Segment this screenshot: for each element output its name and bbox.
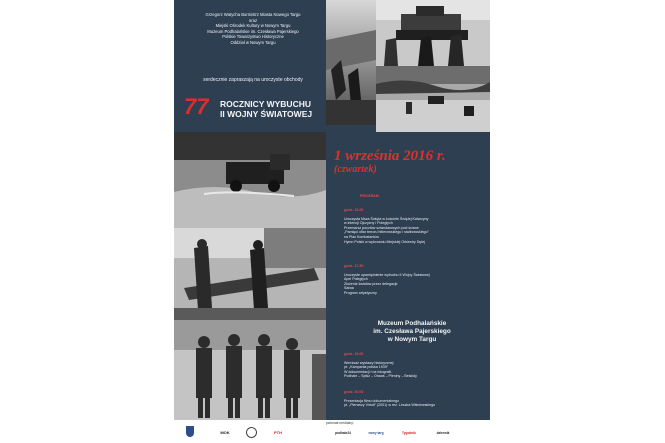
event-weekday: (czwartek) xyxy=(334,164,377,175)
event-time: godz. 20.00 xyxy=(344,390,364,394)
photo-officers xyxy=(174,320,326,420)
logo-dziennik: dziennik xyxy=(436,430,450,435)
program-block-2 xyxy=(344,264,488,296)
photo-convoy-river xyxy=(376,66,490,132)
event-line: Przemarsz pocztów sztandarowych pod ściane xyxy=(344,225,419,230)
organizers-block xyxy=(178,12,328,46)
event-time: godz. 17.30 xyxy=(344,264,364,268)
invite-text: serdecznie zapraszają na uroczyste obchody xyxy=(203,77,303,83)
museum-block-1 xyxy=(344,352,488,379)
venue-line: w Nowym Targu xyxy=(387,336,437,343)
event-date: 1 września 2016 r. xyxy=(334,148,446,164)
venue-line: Muzeum Podhalańskie xyxy=(377,320,447,327)
event-line: Apel Poległych xyxy=(344,277,368,282)
event-line: Prezentacja filmu dokumentalnego xyxy=(344,398,400,403)
event-line: Podhale – Spisz – Orawa – Pieniny – Beskidy xyxy=(344,374,417,379)
organizer-line: Grzegorz Watycha Burmistrz Miasta Nowego Targu xyxy=(205,12,301,17)
event-line: Wernisaż wystawy historycznej xyxy=(344,360,394,365)
photo-truck-crossing xyxy=(174,132,326,228)
title-line: ROCZNICY WYBUCHU xyxy=(220,99,311,109)
venue-block xyxy=(334,320,490,344)
event-line: Uroczysta Msza Święta w kościele Świętej Katarzyny xyxy=(344,216,429,221)
event-line: W dokumentacji i na fotografii. xyxy=(344,369,393,374)
logo-tygodnik: Tygodnik xyxy=(402,430,416,435)
photo-tank-crew xyxy=(376,0,490,66)
logo-pth: PTH xyxy=(274,430,282,435)
organizer-line: Oddział w Nowym Targu xyxy=(230,39,276,45)
event-line: Hymn Polski w wykonaniu Miejskiej Orkiestry Dętej xyxy=(344,239,426,244)
photo-soldiers-field xyxy=(326,0,376,125)
program-label: PROGRAM xyxy=(360,194,379,198)
event-line: Uroczyste upamiętnienie wybuchu II Wojny Światowej xyxy=(344,272,430,277)
event-time: godz. 19.00 xyxy=(344,352,364,356)
event-line: Program artystyczny xyxy=(344,290,377,295)
logo-podhale24: podhale24 xyxy=(335,430,351,435)
crest-icon xyxy=(186,426,194,437)
event-line: pt. „Kampania polska 1939" xyxy=(344,365,389,370)
logo-mok: MOK xyxy=(220,430,230,435)
event-line: Złożenie kwiatów przez delegacje xyxy=(344,281,398,286)
event-line: w intencji Ojczyzny i Poległych xyxy=(344,221,393,226)
organizer-line: Muzeum Podhalańskie im. Czesława Pajerskiego xyxy=(207,28,299,34)
event-line: „Pamięci ofiar terroru hitlerowskiego i stalinowskiego" xyxy=(344,230,429,235)
logo-nowy-targ: nowy targ xyxy=(368,430,384,435)
photo-barrier-soldiers xyxy=(174,228,326,320)
anniversary-number: 77 xyxy=(184,94,209,119)
venue-line: im. Czesława Pajerskiego xyxy=(373,328,451,335)
event-line: Salwa xyxy=(344,286,354,291)
program-block-1 xyxy=(344,208,488,244)
event-line: pt. „Pierwszy Virtuti" (2001) w rez. Leszka Wiśniewskiego xyxy=(344,403,436,408)
museum-block-2 xyxy=(344,390,488,408)
organizer-line: oraz xyxy=(248,17,258,23)
title-line: II WOJNY ŚWIATOWEJ xyxy=(220,109,313,119)
patronage-label: patronat medialny: xyxy=(326,421,354,425)
logo-circle-icon xyxy=(246,427,257,438)
organizer-line: Miejski Ośrodek Kultury w Nowym Targu xyxy=(215,23,291,29)
event-time: godz. 16.00 xyxy=(344,208,364,212)
event-line: na Plac Kombatantów xyxy=(344,234,379,239)
organizer-line: Polskie Towarzystwo Historyczne xyxy=(222,34,284,40)
event-poster xyxy=(174,0,490,443)
anniversary-title xyxy=(220,99,330,119)
